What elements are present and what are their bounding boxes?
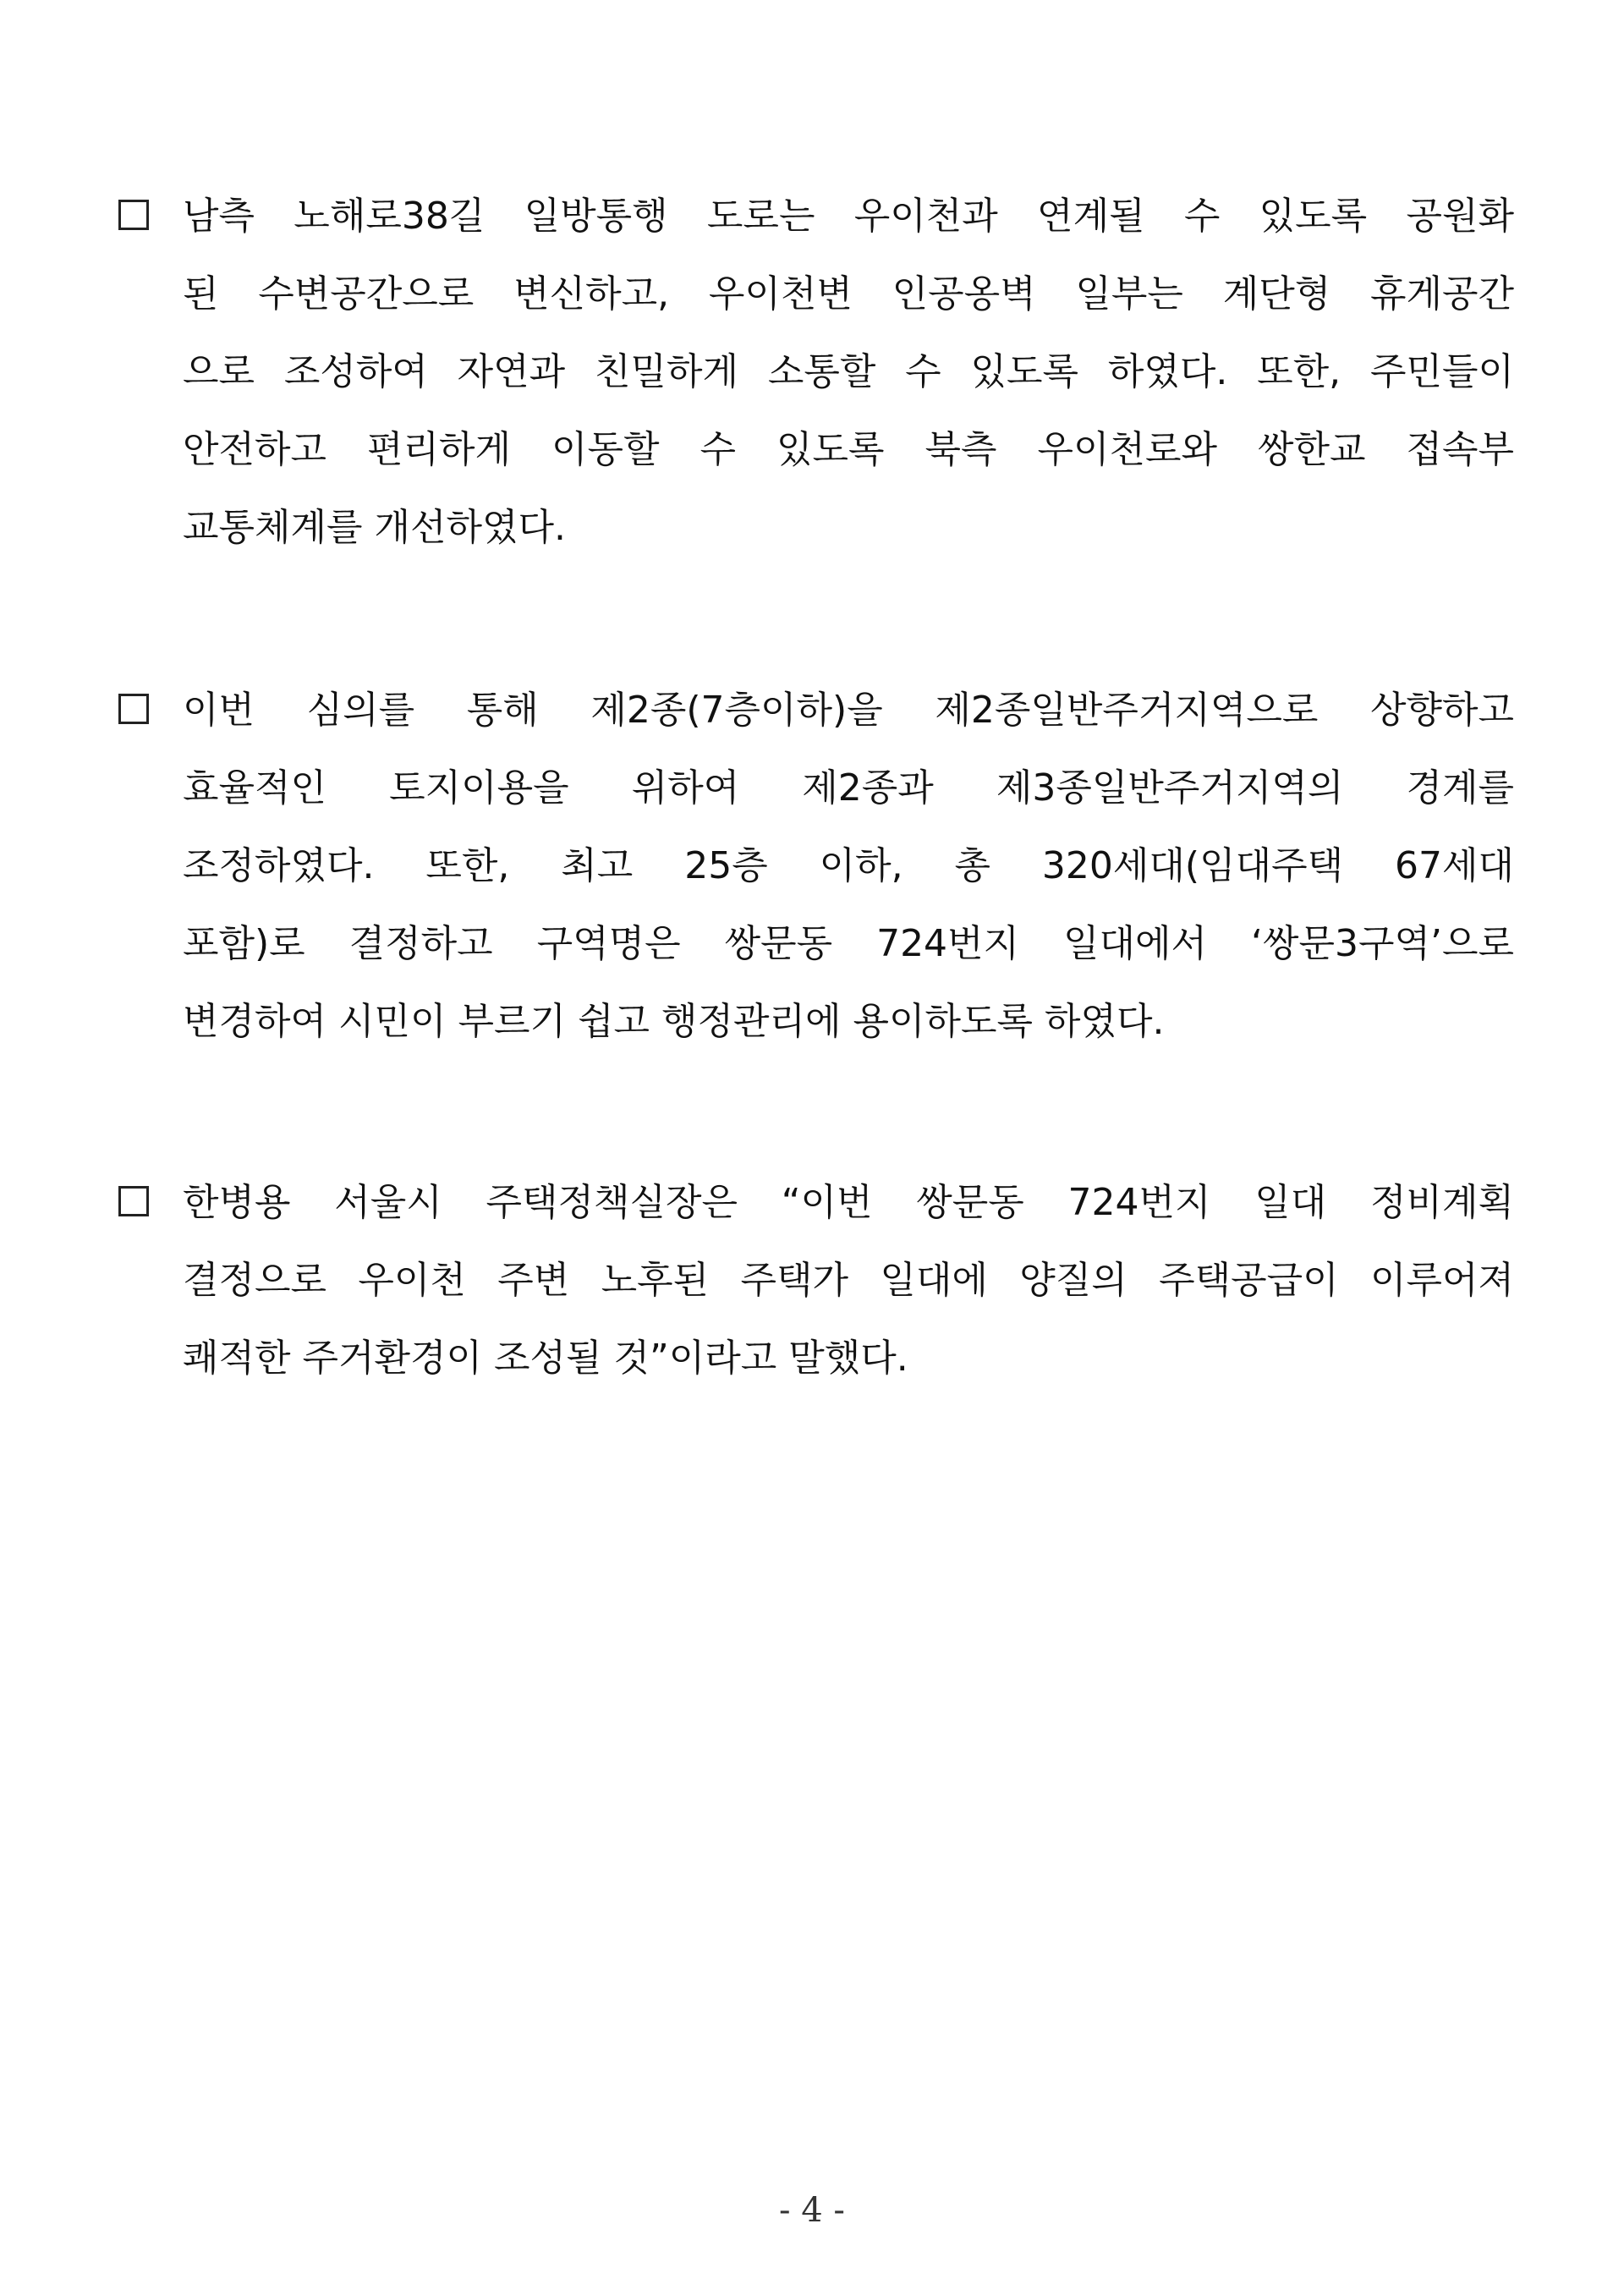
text-line: 변경하여 시민이 부르기 쉽고 행정관리에 용이하도록 하였다. xyxy=(183,1000,1165,1043)
page-number: - 4 - xyxy=(779,2191,845,2230)
text-line: 조정하였다. 또한, 최고 25층 이하, 총 320세대(임대주택 67세대 xyxy=(183,844,1514,887)
text-line: 효율적인 토지이용을 위하여 제2종과 제3종일반주거지역의 경계를 xyxy=(183,766,1514,810)
paragraph-1 xyxy=(118,178,1514,567)
paragraph-3 xyxy=(118,1164,1514,1397)
text-line: 으로 조성하여 자연과 친밀하게 소통할 수 있도록 하였다. 또한, 주민들이 xyxy=(183,350,1514,393)
text-line: 안전하고 편리하게 이동할 수 있도록 북측 우이천로와 쌍한교 접속부 xyxy=(183,428,1514,471)
text-line: 쾌적한 주거환경이 조성될 것”이라고 말했다. xyxy=(183,1337,908,1380)
text-line: 한병용 서울시 주택정책실장은 “이번 쌍문동 724번지 일대 정비계획 xyxy=(183,1181,1514,1224)
text-line: 교통체계를 개선하였다. xyxy=(183,506,567,549)
text-line: 결정으로 우이천 주변 노후된 주택가 일대에 양질의 주택공급이 이루어져 xyxy=(183,1259,1514,1302)
text-line: 이번 심의를 통해 제2종(7층이하)을 제2종일반주거지역으로 상향하고 xyxy=(183,689,1514,732)
paragraph-2 xyxy=(118,672,1514,1061)
text-line: 된 수변공간으로 변신하고, 우이천변 인공옹벽 일부는 계단형 휴게공간 xyxy=(183,272,1514,316)
text-line: 남측 노해로38길 일방통행 도로는 우이천과 연계될 수 있도록 공원화 xyxy=(183,195,1514,238)
text-line: 포함)로 결정하고 구역명은 쌍문동 724번지 일대에서 ‘쌍문3구역’으로 xyxy=(183,922,1514,965)
